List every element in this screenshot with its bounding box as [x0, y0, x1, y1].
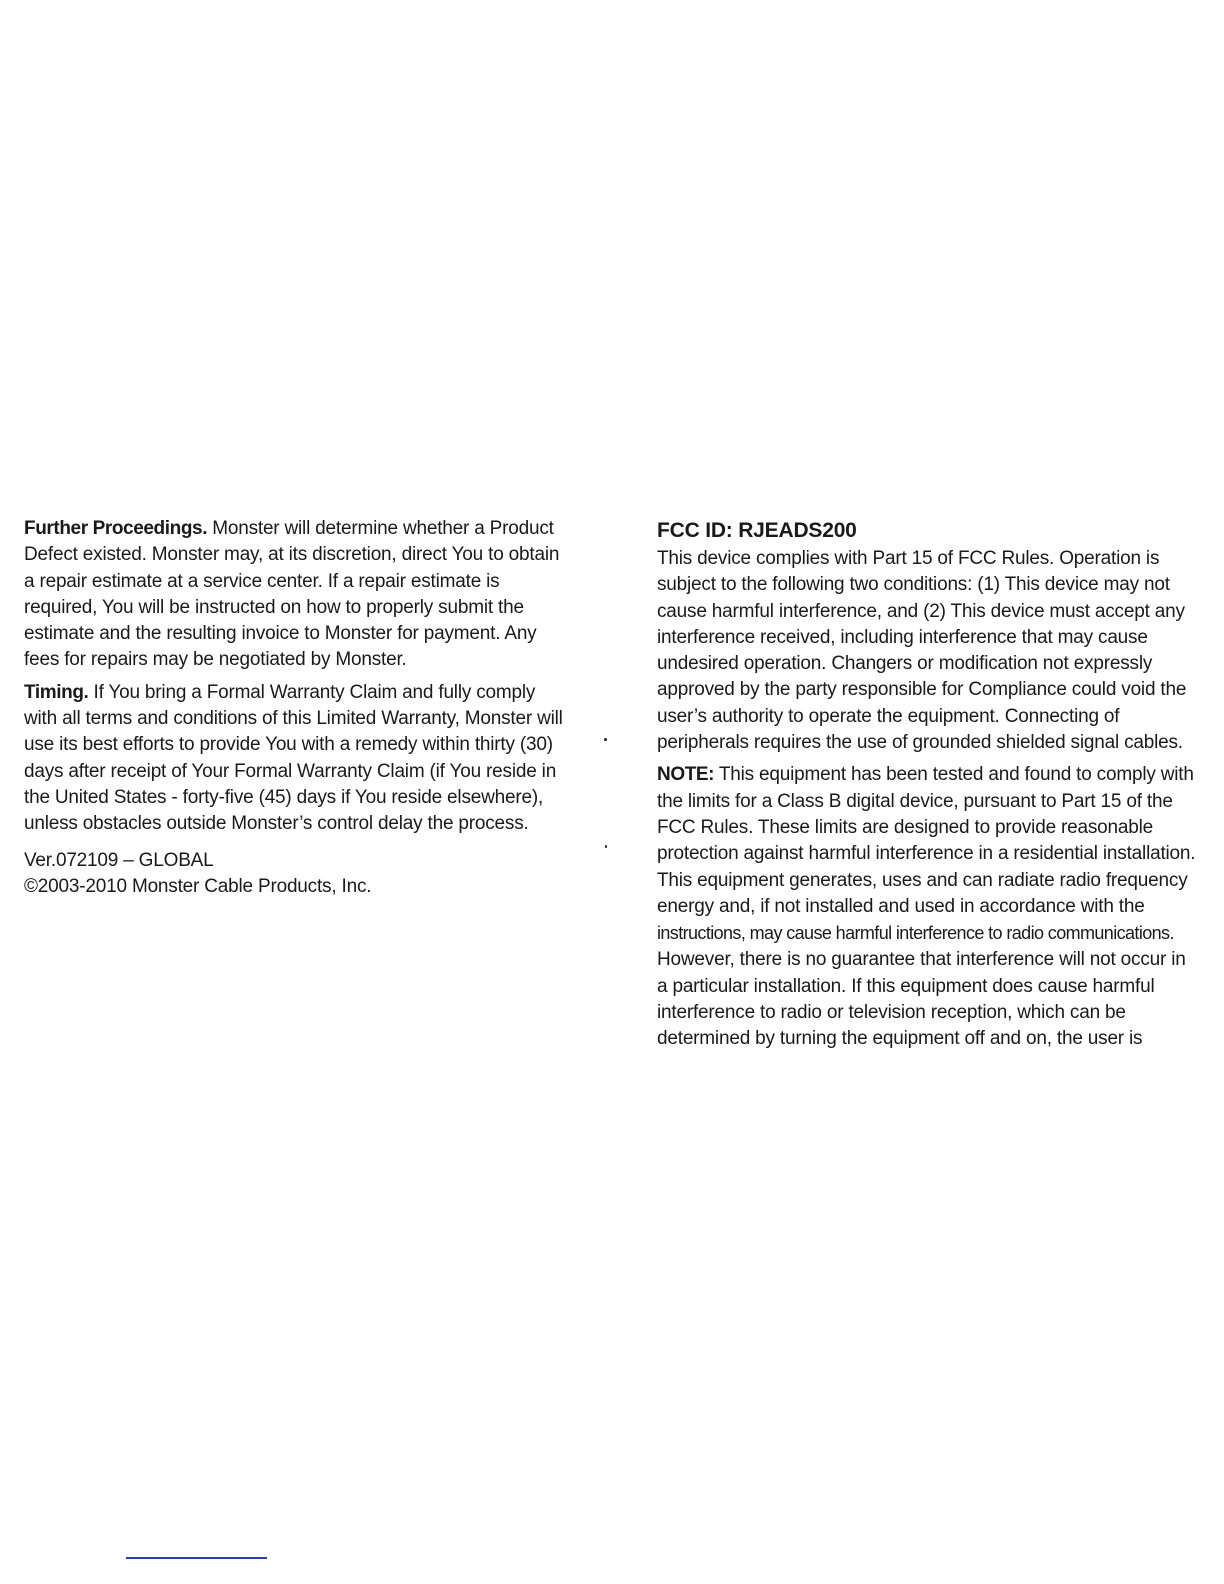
right-column	[657, 516, 1197, 1059]
timing-lead: Timing.	[24, 681, 89, 703]
scan-speck	[604, 738, 607, 741]
version-text: Ver.072109 – GLOBAL	[24, 849, 214, 871]
note-paragraph	[657, 762, 1197, 1052]
fcc-compliance-paragraph: This device complies with Part 15 of FCC Rules. Operation is subject to the following two conditions: (1) This device may not cause harmful interference, and (2) This device must accept any interference received, including interference that may cause undesired operation. Changers or modification not expressly approved by the party responsible for Compliance could void the user’s authority to operate the equipment. Connecting of peripherals requires the use of grounded shielded signal cables.	[657, 548, 1187, 754]
bottom-rule	[126, 1557, 267, 1559]
timing-text: If You bring a Formal Warranty Claim and fully comply with all terms and conditions of this Limited Warranty, Monster will use its best efforts to provide You with a remedy within thirty (30) days after receipt of Your Formal Warranty Claim (if You reside in the United States - forty-five (45) days if You reside elsewhere), unless obstacles outside Monster’s control delay the process.	[24, 681, 563, 835]
timing-paragraph	[24, 680, 572, 838]
note-lead: NOTE:	[657, 764, 715, 786]
further-proceedings-paragraph	[24, 516, 572, 674]
scan-speck	[605, 845, 607, 848]
further-proceedings-lead: Further Proceedings.	[24, 518, 208, 539]
left-column	[24, 516, 572, 900]
copyright-text: ©2003-2010 Monster Cable Products, Inc.	[24, 875, 372, 897]
fcc-id-heading: FCC ID: RJEADS200	[657, 519, 857, 542]
version-block	[24, 848, 572, 901]
note-text: This equipment has been tested and found to comply with the limits for a Class B digital device, pursuant to Part 15 of the FCC Rules. These limits are designed to provide reasonable protection against harmful interference in a residential installation. This equipment generates, uses and can radiate radio frequency energy and, if not installed and used in accordance with the	[657, 764, 1196, 917]
note-text-end: However, there is no guarantee that interference will not occur in a particular installation. If this equipment does cause harmful interference to radio or television reception, which can be determined by turning the equipment off and on, the user is	[657, 949, 1186, 1050]
further-proceedings-text: Monster will determine whether a Product Defect existed. Monster may, at its discretion, direct You to obtain a repair estimate at a service center. If a repair estimate is required, You will be instructed on how to properly submit the estimate and the resulting invoice to Monster for payment. Any fees for repairs may be negotiated by Monster.	[24, 518, 560, 671]
note-text-instructions: instructions, may cause harmful interference to radio communications.	[657, 923, 1174, 944]
